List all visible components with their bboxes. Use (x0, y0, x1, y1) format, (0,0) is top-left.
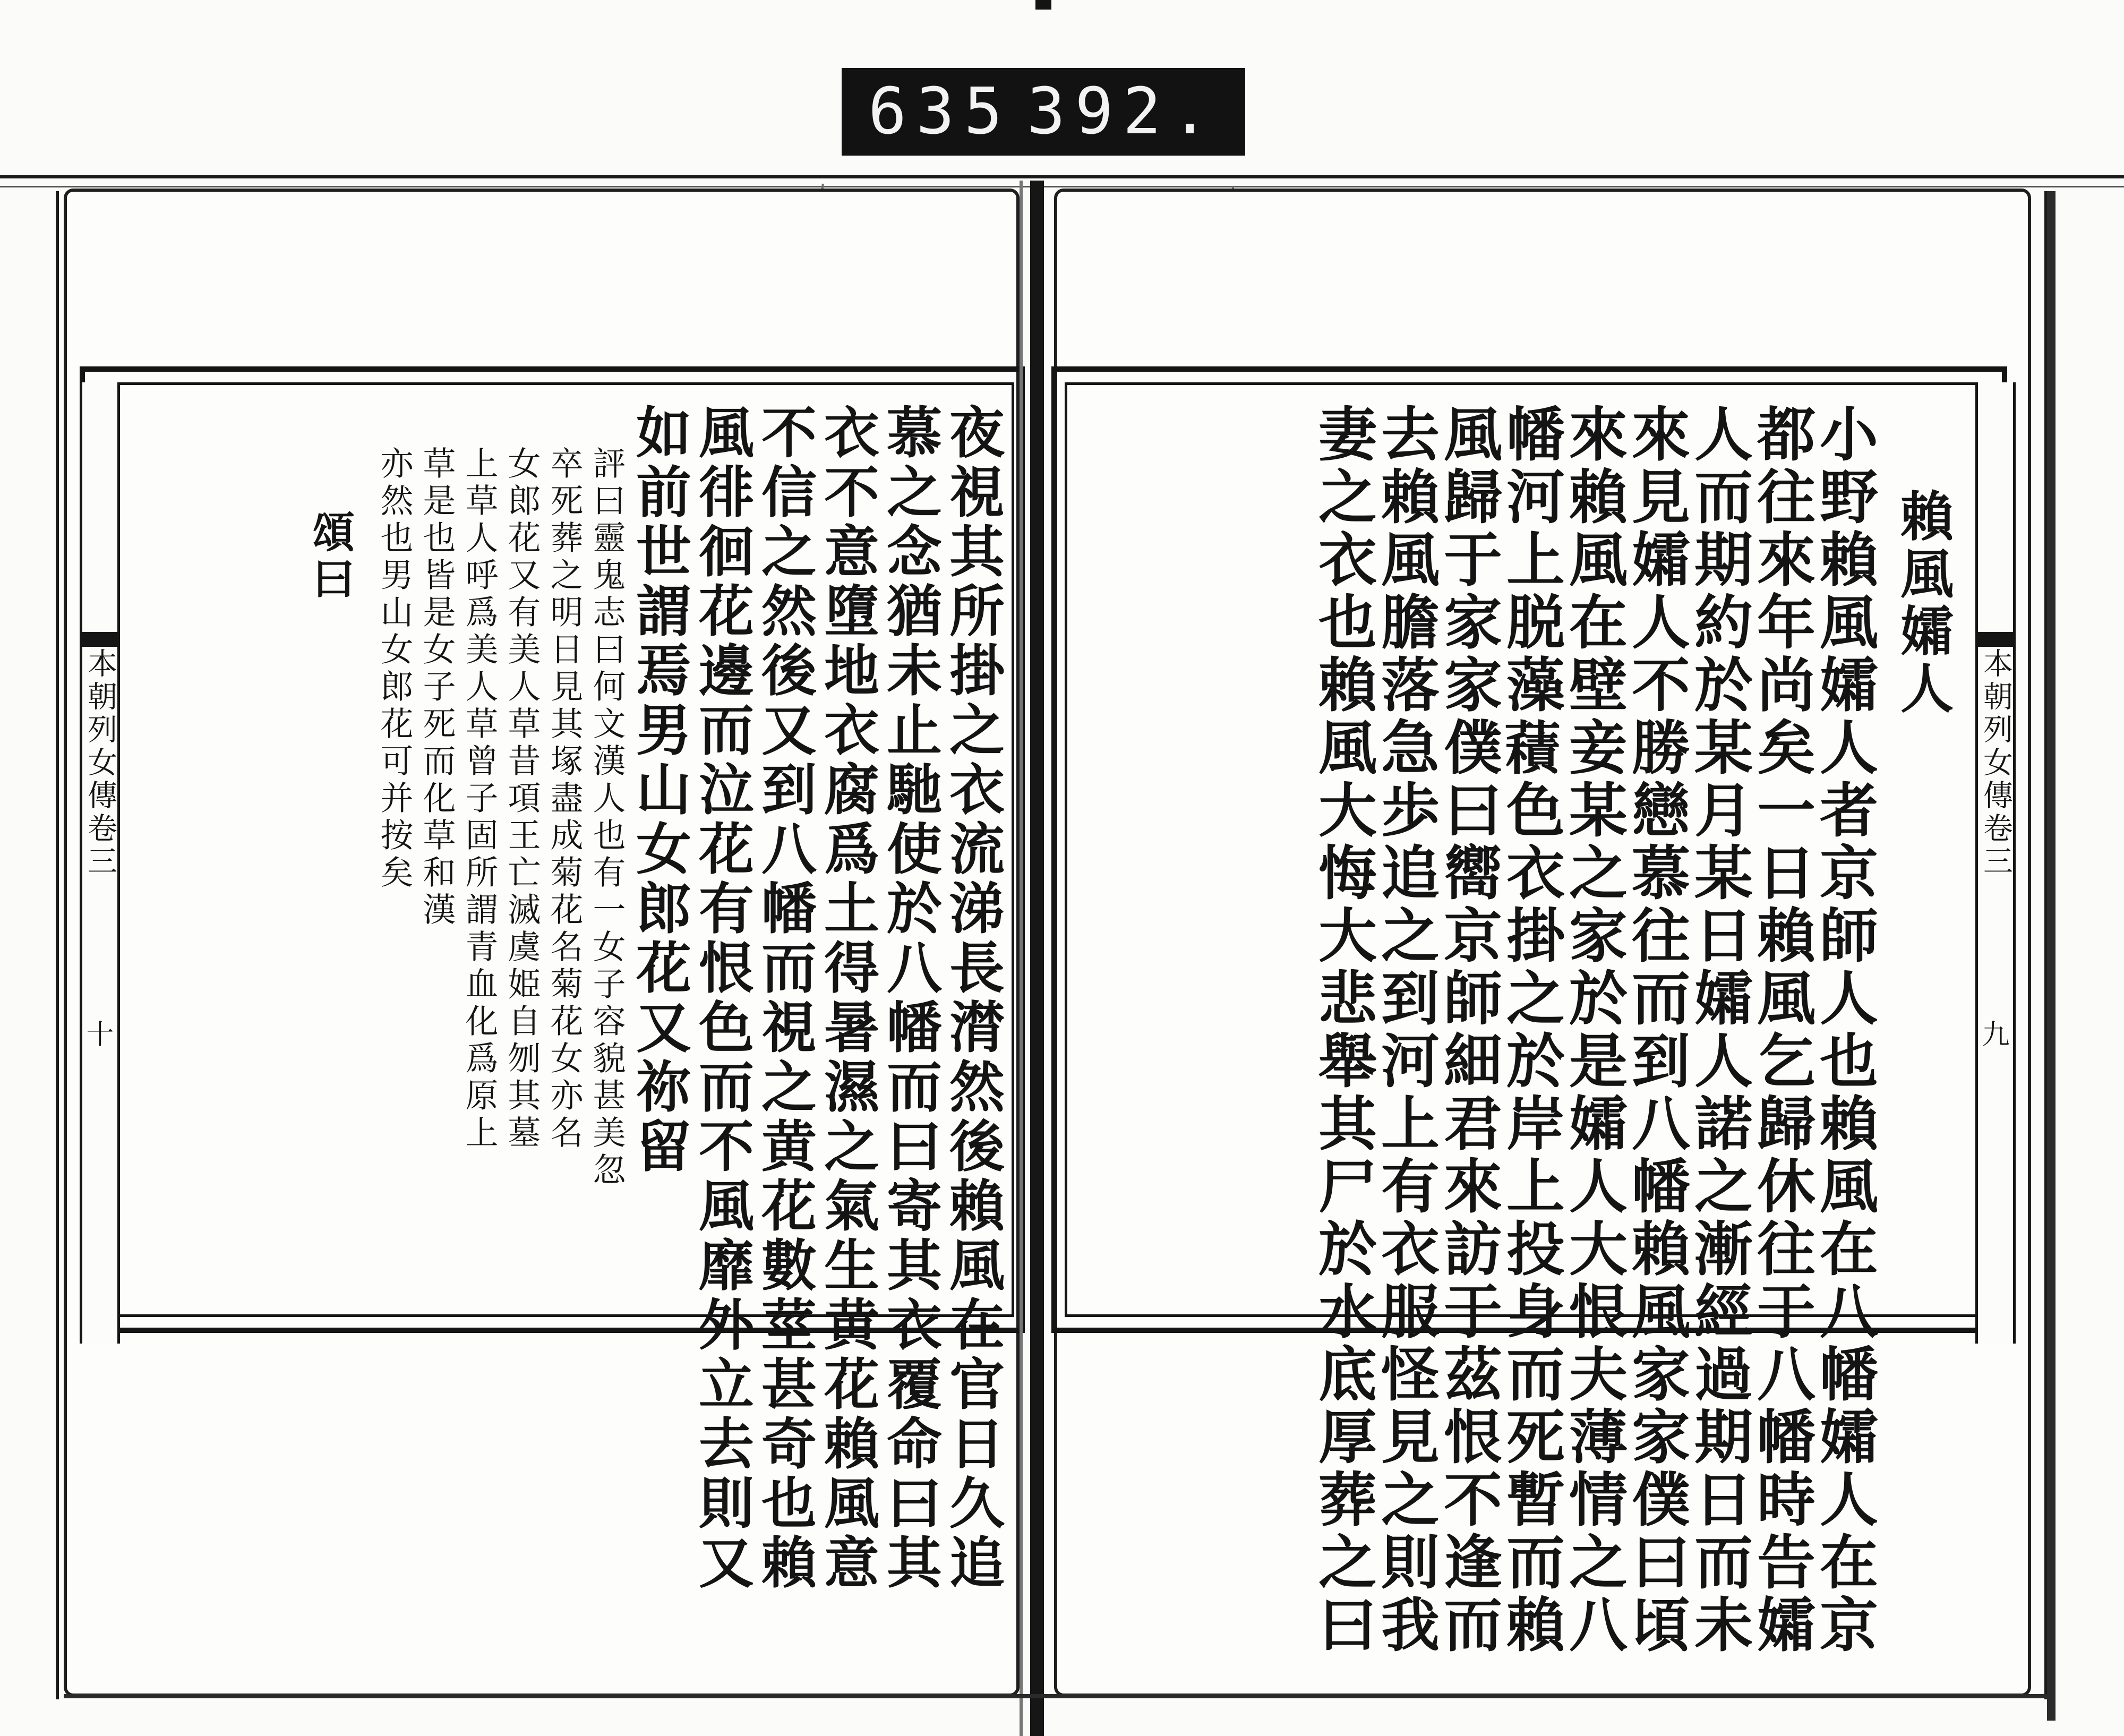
text-column: 風歸于家家僕曰嚮京師細君來訪于茲恨不逢而 (1434, 404, 1503, 1657)
reel-number-right: 392. (1027, 75, 1219, 149)
commentary-column: 卒死葬之明日見其塚盡成菊花名菊花女亦名 (545, 446, 584, 1152)
commentary-column: 女郎花又有美人草昔項王亡滅虞姫自刎其墓 (502, 446, 541, 1152)
left-page-margin-strip (80, 382, 120, 1344)
fish-tail-mark (82, 632, 117, 647)
microfilm-reel-label (842, 68, 1245, 156)
spine-shadow (1020, 181, 1023, 1736)
commentary-column: 評曰靈鬼志曰何文漢人也有一女子容貌甚美忽 (587, 446, 626, 1190)
left-page-text (127, 404, 1005, 1593)
right-page-folio: 九 (1977, 1020, 2009, 1047)
text-column: 去賴風膽落急歩追之到河上有衣服怪見之則我 (1372, 404, 1440, 1657)
text-column: 夜視其所掛之衣流涕長潸然後賴風在官日久追 (940, 404, 1005, 1593)
commentary-column: 亦然也男山女郎花可并按矣 (375, 446, 414, 892)
book-spine (1030, 181, 1044, 1736)
left-page-folio: 十 (81, 1020, 113, 1047)
text-column: 慕之念猶未止馳使於八幡而曰寄其衣覆命曰其 (877, 404, 943, 1593)
right-page-margin-strip (1975, 382, 2016, 1344)
book-bottom-edge (64, 1694, 2050, 1698)
right-book-edge (2034, 191, 2048, 1699)
fish-tail-mark (1978, 632, 2013, 647)
commentary-column: 上草人呼爲美人草曾子固所謂青血化爲原上 (460, 446, 499, 1152)
chapter-title: 賴風孀人 (1891, 489, 1954, 718)
text-column: 來賴風在壁妾某之家於是孀人大恨夫薄情之八 (1560, 404, 1628, 1657)
verse-heading: 頌曰 (305, 510, 355, 603)
text-column: 來見孀人不勝戀慕往而到八幡賴風家家僕曰頃 (1622, 404, 1691, 1657)
right-page-text (1073, 404, 1954, 1657)
text-column: 小野賴風孀人者京師人也賴風在八幡孀人在京 (1810, 404, 1879, 1657)
left-margin-title: 本朝列女傳卷三 (83, 648, 117, 878)
commentary-column: 草是也皆是女子死而化草和漢 (417, 446, 456, 929)
text-column: 妻之衣也賴風大悔大悲舉其尸於水底厚葬之曰 (1309, 404, 1377, 1657)
text-column: 都往來年尚矣一日賴風乞歸休往于八幡時告孀 (1748, 404, 1816, 1657)
right-margin-title: 本朝列女傳卷三 (1979, 648, 2013, 878)
book-top-edge (0, 175, 2124, 187)
film-notch (1035, 0, 1051, 10)
text-column: 人而期約於某月某日孀人諾之漸經過期日而未 (1685, 404, 1753, 1657)
reel-number-left: 635 (868, 75, 1012, 149)
text-column: 風徘徊花邊而泣花有恨色而不風靡外立去則又 (689, 404, 755, 1593)
text-column: 不信之然後又到八幡而視之黄花數莖甚奇也賴 (752, 404, 817, 1593)
text-column: 如前世謂焉男山女郎花又祢留 (627, 404, 692, 1177)
page-stack-edge (2047, 191, 2056, 1721)
text-column: 幡河上脱藻𧂐色衣掛之於岸上投身而死暫而賴 (1497, 404, 1565, 1657)
text-column: 衣不意墮地衣腐爲土得暑濕之氣生黄花賴風意 (815, 404, 880, 1593)
